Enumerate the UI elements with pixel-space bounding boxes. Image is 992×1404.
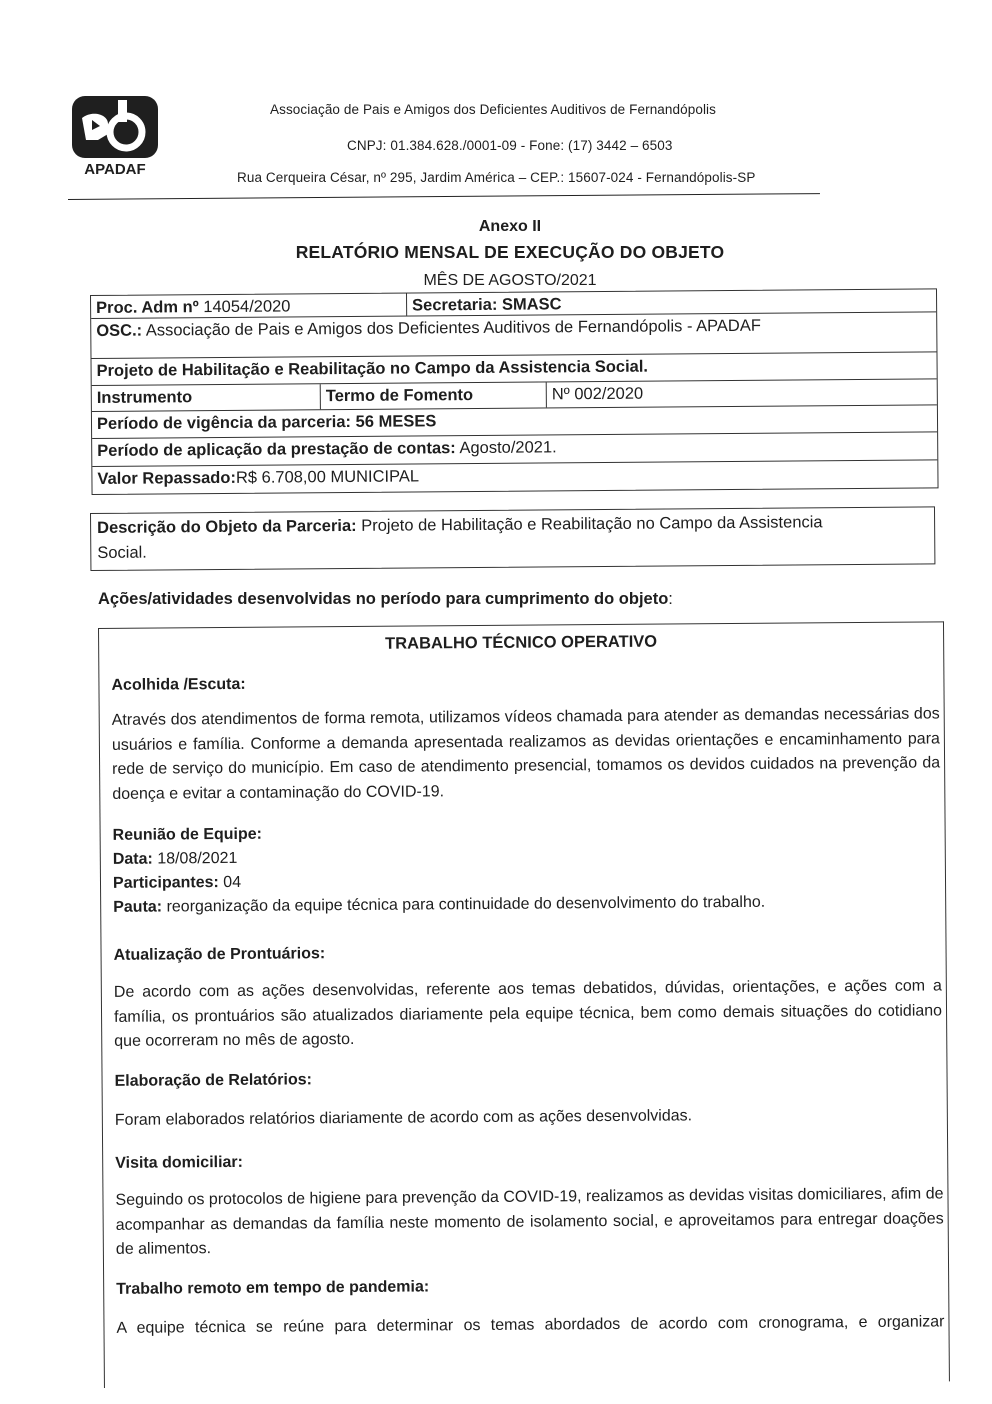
address-line: Rua Cerqueira César, nº 295, Jardim América – CEP.: 15607-024 - Fernandópolis-SP [237,170,756,185]
reuniao-heading: Reunião de Equipe: [112,825,263,844]
osc-cell [91,312,936,358]
vigencia-cell: Período de vigência da parceria: 56 MESES [96,412,437,433]
proc-label: Proc. Adm nº [96,298,199,317]
reuniao-participantes [113,874,241,893]
data-label: Data: [112,850,153,868]
data-value: 18/08/2021 [152,849,238,868]
annex-title: Anexo II [478,218,542,235]
secretaria-cell: Secretaria: SMASC [406,289,936,315]
pauta-label: Pauta: [113,898,163,916]
org-name: Associação de Pais e Amigos dos Deficientes Auditivos de Fernandópolis [270,102,716,117]
info-row-osc [91,312,936,359]
visita-text: Seguindo os protocolos de higiene para prevenção da COVID-19, realizamos as devidas visitas domiciliares, afim de acompanhar as demandas da família neste momento de isolamento social, e aproveitamos para entregar doações de alimentos. [115,1185,944,1258]
descricao-box [90,506,935,571]
valor-label: Valor Repassado: [97,468,236,488]
instrumento-value: Termo de Fomento [320,382,546,409]
acoes-heading [98,590,673,609]
descricao-label: Descrição do Objeto da Parceria: [97,516,357,537]
info-row-valor [92,460,937,494]
acolhida-text: Através dos atendimentos de forma remota, utilizamos vídeos chamada para atender as demandas necessárias dos usuários e família. Conforme a demanda apresentada realizamos as devidas orientações e encaminhamento para rede de serviço do município. Em caso de atendimento presencial, tomamos os devidos cuidados na prevenção da doença e evitar a contaminação do COVID-19. [111,705,941,803]
valor-value: R$ 6.708,00 MUNICIPAL [235,467,420,487]
report-title: RELATÓRIO MENSAL DE EXECUÇÃO DO OBJETO [295,242,725,262]
projeto-cell: Projeto de Habilitação e Reabilitação no Campo da Assistencia Social. [96,357,649,380]
logo-text: APADAF [84,161,146,178]
aplicacao-value: Agosto/2021. [455,438,557,458]
descricao-text-2: Social. [97,543,147,562]
aplicacao-label: Período de aplicação da prestação de contas: [97,439,456,460]
remoto-heading: Trabalho remoto em tempo de pandemia: [116,1278,430,1298]
relatorios-text: Foram elaborados relatórios diariamente de acordo com as ações desenvolvidas. [114,1107,693,1129]
visita-heading: Visita domiciliar: [115,1153,244,1172]
report-month: MÊS DE AGOSTO/2021 [423,272,597,289]
relatorios-heading: Elaboração de Relatórios: [114,1071,313,1090]
cnpj-line: CNPJ: 01.384.628./0001-09 - Fone: (17) 3442 – 6503 [347,138,673,153]
valor-cell [92,460,937,494]
prontuarios-heading: Atualização de Prontuários: [113,945,326,964]
numero-cell: Nº 002/2020 [546,379,937,407]
pauta-value: reorganização da equipe técnica para continuidade do desenvolvimento do trabalho. [162,893,766,916]
prontuarios-text: De acordo com as ações desenvolvidas, referente aos temas debatidos, dúvidas, orientações, e ações com a família, os prontuários são atualizados diariamente pela equipe técnica, bem como demais situações do cotidiano que ocorreram no mês de agosto. [113,977,943,1050]
acoes-heading-text: Ações/atividades desenvolvidas no período para cumprimento do objeto [98,590,669,608]
header-divider [68,193,820,200]
trabalho-tecnico-section [98,621,950,1388]
instrumento-label: Instrumento [96,388,193,407]
reuniao-data [113,850,238,869]
acolhida-heading: Acolhida /Escuta: [111,675,246,694]
proc-cell [91,294,406,318]
apadaf-logo [68,94,164,178]
remoto-text: A equipe técnica se reúne para determinar os temas abordados de acordo com cronograma, e organizar [116,1313,945,1337]
section-title: TRABALHO TÉCNICO OPERATIVO [385,632,658,653]
info-table [90,288,939,495]
participantes-value: 04 [218,873,242,892]
participantes-label: Participantes: [112,874,219,892]
osc-value: Associação de Pais e Amigos dos Deficientes Auditivos de Fernandópolis - APADAF [142,316,761,340]
acoes-colon: : [668,590,673,608]
reuniao-pauta [113,894,765,917]
descricao-text-1: Projeto de Habilitação e Reabilitação no Campo da Assistencia [356,513,823,535]
proc-value: 14054/2020 [198,297,291,317]
osc-label: OSC.: [96,321,143,340]
